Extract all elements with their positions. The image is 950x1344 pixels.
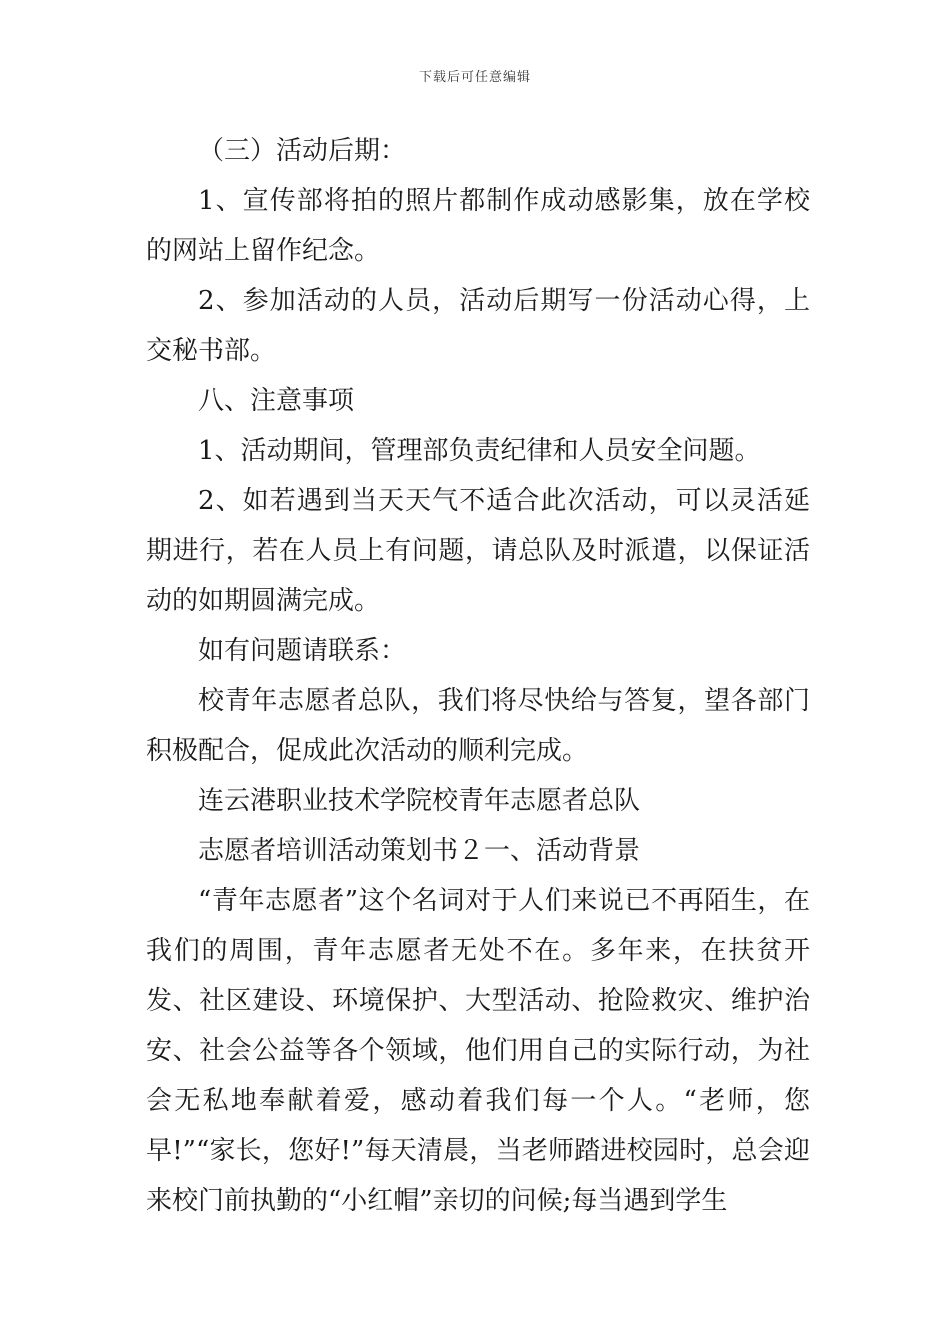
background-paragraph: “青年志愿者”这个名词对于人们来说已不再陌生，在我们的周围，青年志愿者无处不在。多年来，在扶贫开发、社区建设、环境保护、大型活动、抢险救灾、维护治安、社会公益等各个领域，他们用自己的实际行动，为社会无私地奉献着爱，感动着我们每一个人。“老师，您早!”“家长，您好!”每天清晨，当老师踏进校园时，总会迎来校门前执勤的“小红帽”亲切的问候;每当遇到学生 [146,886,810,1216]
list-item-weather-postpone: 2、如若遇到当天天气不适合此次活动，可以灵活延期进行，若在人员上有问题，请总队及时派遣，以保证活动的如期圆满完成。 [146,486,810,616]
page-header-note: 下载后可任意编辑 [418,70,531,85]
section-heading-later-stage: （三）活动后期： [198,136,407,166]
document-body [146,126,810,1226]
section-heading-background: 志愿者培训活动策划书２一、活动背景 [198,836,641,866]
signature-organization: 连云港职业技术学院校青年志愿者总队 [198,786,641,816]
section-heading-precautions: 八、注意事项 [198,386,355,416]
list-item-experience-report: 2、参加活动的人员，活动后期写一份活动心得，上交秘书部。 [146,286,810,366]
contact-heading: 如有问题请联系： [198,636,407,666]
list-item-discipline-safety: 1、活动期间，管理部负责纪律和人员安全问题。 [198,436,761,466]
list-item-photo-album: 1、宣传部将拍的照片都制作成动感影集，放在学校的网站上留作纪念。 [146,186,810,266]
contact-paragraph: 校青年志愿者总队，我们将尽快给与答复，望各部门积极配合，促成此次活动的顺利完成。 [146,686,810,766]
